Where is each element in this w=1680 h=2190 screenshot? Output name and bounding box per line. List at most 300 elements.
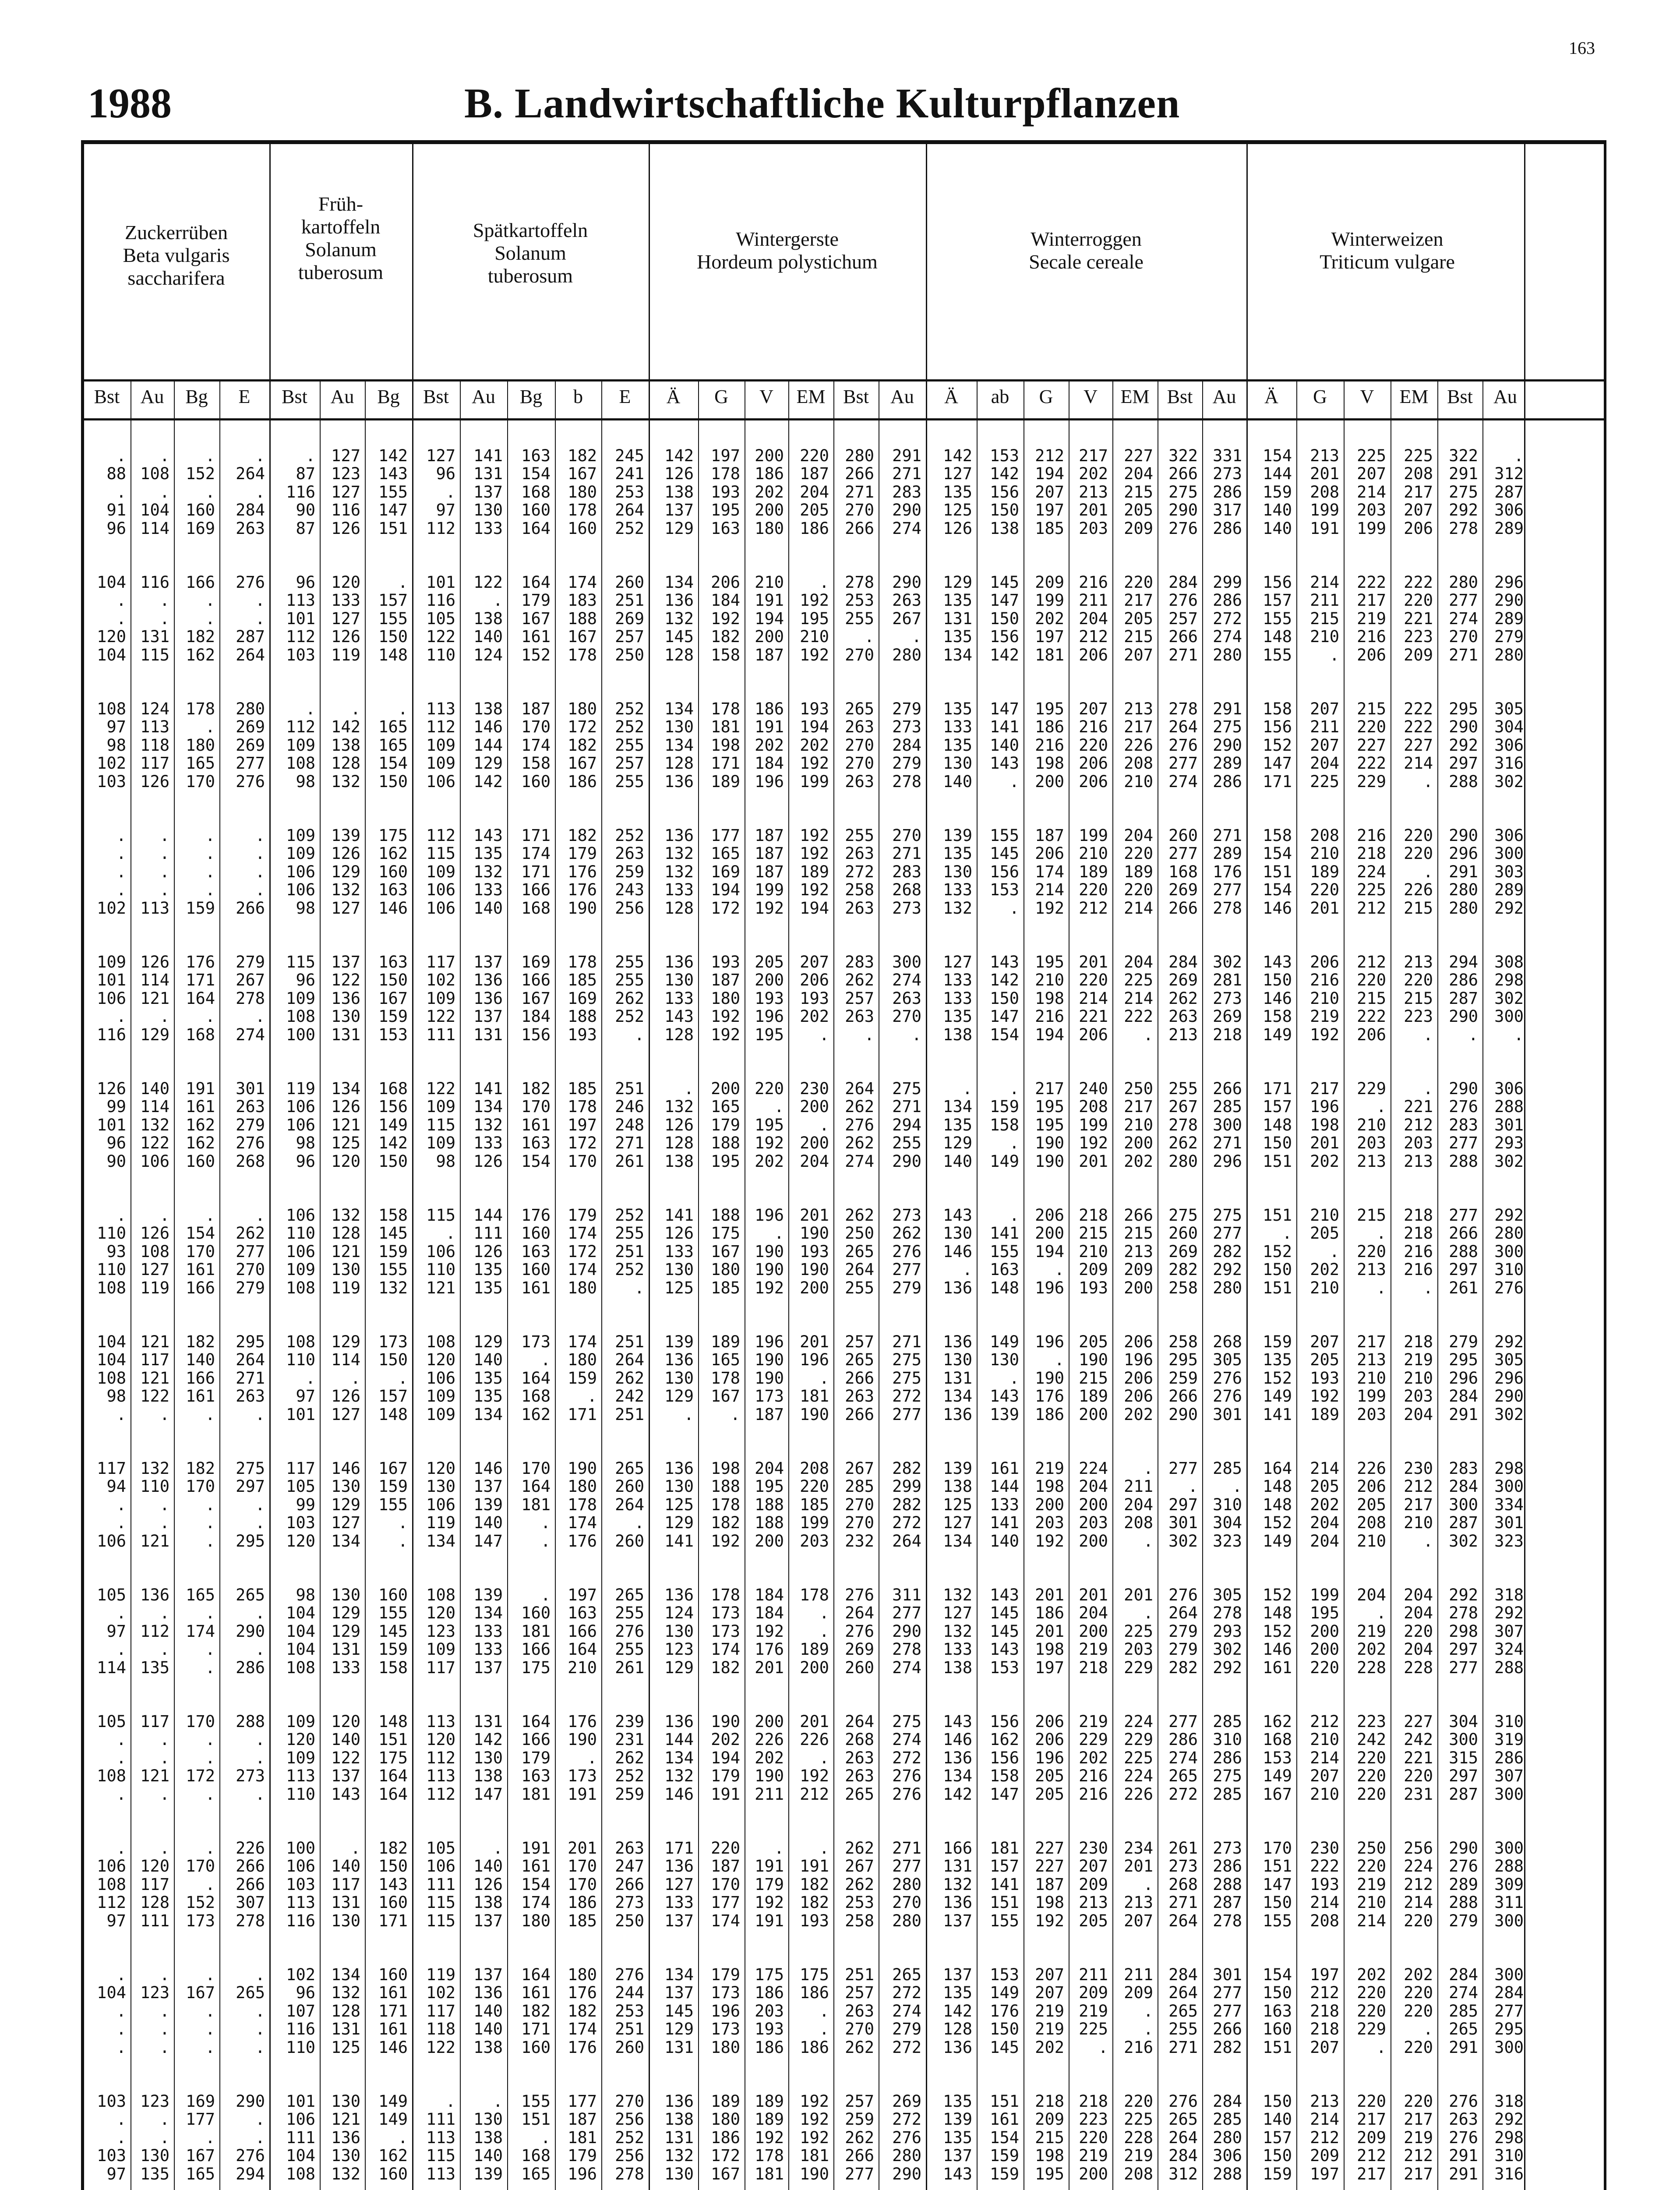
table-cell: 138 — [460, 610, 503, 628]
table-cell: 195 — [1024, 700, 1064, 718]
table-cell: 189 — [698, 2092, 740, 2110]
group-header-line: Solanum — [412, 242, 649, 265]
table-cell: . — [788, 1604, 829, 1622]
column-header: Bg — [174, 385, 219, 408]
table-cell: 167 — [555, 465, 597, 483]
table-cell: 135 — [926, 700, 972, 718]
table-cell: 195 — [1024, 953, 1064, 971]
table-cell: 206 — [788, 971, 829, 989]
table-cell: 174 — [698, 1640, 740, 1658]
table-cell: 186 — [745, 2038, 784, 2056]
table-cell: 182 — [507, 2002, 551, 2020]
table-cell: 192 — [1024, 1912, 1064, 1930]
table-cell: 220 — [1344, 1984, 1386, 2002]
table-cell: 158 — [977, 1116, 1019, 1134]
table-cell: 286 — [1202, 519, 1242, 537]
table-cell: 193 — [1069, 1279, 1108, 1297]
table-cell: . — [219, 2129, 265, 2147]
table-cell: . — [219, 1206, 265, 1224]
table-cell: 200 — [745, 971, 784, 989]
table-cell: 166 — [174, 1279, 215, 1297]
table-cell: 195 — [745, 1477, 784, 1495]
table-cell: 186 — [555, 1893, 597, 1911]
table-cell: 135 — [926, 628, 972, 646]
table-cell: 202 — [788, 1007, 829, 1025]
table-cell: 270 — [833, 1496, 874, 1514]
table-cell: 141 — [649, 1206, 694, 1224]
table-cell: 272 — [879, 1984, 921, 2002]
table-cell: 171 — [365, 2002, 408, 2020]
table-cell: 274 — [833, 1152, 874, 1170]
table-cell: 135 — [131, 1659, 169, 1677]
table-cell: 275 — [1437, 483, 1478, 501]
table-cell: 306 — [1482, 736, 1524, 754]
table-cell: 138 — [649, 483, 694, 501]
table-cell: 143 — [977, 1586, 1019, 1604]
table-cell: 200 — [1296, 1640, 1339, 1658]
table-cell: . — [1391, 2020, 1433, 2038]
table-cell: 265 — [833, 1785, 874, 1803]
table-cell: 193 — [1296, 1369, 1339, 1387]
table-cell: 140 — [131, 1080, 169, 1098]
table-cell: 156 — [365, 1098, 408, 1116]
table-cell: 155 — [1246, 646, 1292, 664]
table-cell: 108 — [83, 700, 126, 718]
table-cell: 131 — [320, 1893, 360, 1911]
table-cell: 200 — [745, 501, 784, 519]
table-cell: 210 — [1344, 1893, 1386, 1911]
table-cell: 214 — [1296, 573, 1339, 591]
table-cell: 203 — [1344, 1134, 1386, 1152]
table-cell: 150 — [365, 1857, 408, 1875]
table-cell: 222 — [1344, 1007, 1386, 1025]
table-cell: 286 — [1202, 1857, 1242, 1875]
table-cell: 216 — [1024, 1007, 1064, 1025]
table-cell: . — [1202, 1477, 1242, 1495]
table-cell: 202 — [1344, 1966, 1386, 1984]
table-cell: 106 — [269, 1098, 315, 1116]
table-cell: 166 — [174, 1369, 215, 1387]
table-cell: 216 — [1069, 718, 1108, 736]
table-cell: 276 — [601, 1622, 644, 1640]
table-cell: 130 — [320, 2147, 360, 2165]
table-cell: 167 — [174, 1984, 215, 2002]
table-cell: . — [1112, 1026, 1153, 1044]
table-cell: 130 — [649, 718, 694, 736]
table-cell: 186 — [788, 2038, 829, 2056]
table-cell: . — [219, 881, 265, 899]
table-cell: 203 — [1344, 1406, 1386, 1424]
table-cell: 162 — [174, 1134, 215, 1152]
table-cell: 286 — [1202, 773, 1242, 791]
table-cell: 270 — [879, 1893, 921, 1911]
table-cell: 122 — [412, 628, 455, 646]
table-cell: 271 — [833, 483, 874, 501]
table-cell: . — [269, 447, 315, 465]
table-cell: 265 — [1158, 1767, 1198, 1785]
table-cell: 271 — [1158, 2038, 1198, 2056]
table-cell: . — [131, 1731, 169, 1748]
table-cell: 105 — [83, 1713, 126, 1731]
table-cell: 184 — [507, 1007, 551, 1025]
table-cell: 211 — [1296, 718, 1339, 736]
table-cell: 210 — [1296, 628, 1339, 646]
table-cell: 300 — [1482, 1785, 1524, 1803]
table-cell: . — [174, 1731, 215, 1748]
table-cell: 279 — [1437, 1333, 1478, 1351]
table-cell: 287 — [1482, 483, 1524, 501]
table-cell: 96 — [83, 519, 126, 537]
table-cell: 143 — [460, 827, 503, 844]
table-cell: 110 — [412, 1261, 455, 1279]
table-cell: 250 — [1344, 1839, 1386, 1857]
table-cell: 294 — [879, 1116, 921, 1134]
table-cell: 220 — [1344, 2002, 1386, 2020]
table-cell: 217 — [1024, 1080, 1064, 1098]
table-cell: 155 — [1246, 1912, 1292, 1930]
table-cell: 206 — [1344, 1026, 1386, 1044]
table-cell: 215 — [1069, 1369, 1108, 1387]
table-cell: 205 — [745, 953, 784, 971]
table-cell: 322 — [1158, 447, 1198, 465]
table-cell: 115 — [131, 646, 169, 664]
table-cell: . — [174, 1785, 215, 1803]
table-cell: . — [83, 1206, 126, 1224]
table-cell: 142 — [365, 447, 408, 465]
table-cell: 119 — [320, 646, 360, 664]
table-cell: 98 — [269, 899, 315, 917]
table-cell: 110 — [83, 1261, 126, 1279]
table-cell: 181 — [507, 1496, 551, 1514]
table-cell: 143 — [926, 2165, 972, 2183]
table-cell: 227 — [1391, 1713, 1433, 1731]
table-cell: 265 — [833, 1351, 874, 1369]
table-cell: 164 — [507, 519, 551, 537]
table-cell: 115 — [412, 1912, 455, 1930]
table-cell: 145 — [649, 2002, 694, 2020]
table-cell: 265 — [833, 700, 874, 718]
table-cell: 176 — [555, 2038, 597, 2056]
table-cell: 202 — [788, 736, 829, 754]
table-cell: 287 — [1437, 1514, 1478, 1532]
table-cell: 216 — [1391, 1261, 1433, 1279]
table-cell: 126 — [131, 773, 169, 791]
table-cell: 205 — [1024, 1767, 1064, 1785]
table-cell: 165 — [365, 736, 408, 754]
table-cell: 289 — [1202, 844, 1242, 862]
table-cell: 137 — [460, 1966, 503, 1984]
table-cell: 334 — [1482, 1496, 1524, 1514]
table-cell: 262 — [833, 1839, 874, 1857]
table-cell: 194 — [698, 1749, 740, 1767]
table-cell: 180 — [698, 2110, 740, 2128]
table-cell: 106 — [412, 773, 455, 791]
table-cell: 308 — [1482, 953, 1524, 971]
table-cell: 179 — [745, 1876, 784, 1893]
table-cell: 276 — [1437, 2092, 1478, 2110]
table-cell: 121 — [131, 1333, 169, 1351]
table-cell: 97 — [83, 1622, 126, 1640]
table-cell: 310 — [1482, 2147, 1524, 2165]
table-cell: 106 — [83, 1857, 126, 1875]
table-cell: 173 — [698, 1984, 740, 2002]
table-cell: 120 — [412, 1604, 455, 1622]
table-cell: . — [219, 2110, 265, 2128]
table-cell: 214 — [1112, 989, 1153, 1007]
table-cell: 123 — [131, 1984, 169, 2002]
table-cell: 200 — [745, 1532, 784, 1550]
table-cell: 224 — [1112, 1713, 1153, 1731]
table-cell: 136 — [649, 1713, 694, 1731]
table-cell: 275 — [1202, 718, 1242, 736]
table-cell: 164 — [1246, 1459, 1292, 1477]
table-cell: 186 — [745, 465, 784, 483]
table-cell: 282 — [1158, 1659, 1198, 1677]
table-cell: 182 — [788, 1876, 829, 1893]
table-cell: 220 — [1344, 1749, 1386, 1767]
table-cell: 241 — [601, 465, 644, 483]
table-cell: 287 — [1437, 1785, 1478, 1803]
table-cell: . — [174, 863, 215, 881]
table-cell: 119 — [412, 1966, 455, 1984]
table-cell: . — [174, 591, 215, 609]
table-cell: . — [320, 700, 360, 718]
table-cell: 141 — [977, 718, 1019, 736]
table-cell: 214 — [1296, 2110, 1339, 2128]
table-cell: 104 — [83, 1984, 126, 2002]
table-cell: 271 — [879, 1839, 921, 1857]
table-cell: 110 — [131, 1477, 169, 1495]
table-cell: 198 — [1024, 1477, 1064, 1495]
table-cell: 263 — [833, 773, 874, 791]
table-cell: 178 — [788, 1586, 829, 1604]
table-cell: 102 — [269, 1966, 315, 1984]
table-cell: 141 — [460, 1080, 503, 1098]
table-cell: 262 — [601, 1749, 644, 1767]
table-cell: 132 — [926, 1876, 972, 1893]
table-cell: . — [1296, 1243, 1339, 1261]
table-cell: 297 — [1437, 1640, 1478, 1658]
table-cell: 126 — [926, 519, 972, 537]
table-cell: 172 — [698, 899, 740, 917]
table-cell: 302 — [1437, 1532, 1478, 1550]
table-cell: . — [174, 1640, 215, 1658]
table-cell: 181 — [977, 1839, 1019, 1857]
table-cell: 146 — [320, 1459, 360, 1477]
table-cell: 197 — [1296, 2165, 1339, 2183]
table-cell: 151 — [365, 1731, 408, 1748]
table-cell: 264 — [833, 1604, 874, 1622]
table-cell: 132 — [649, 844, 694, 862]
table-cell: 97 — [83, 2165, 126, 2183]
table-cell: 255 — [601, 953, 644, 971]
table-cell: 187 — [1024, 827, 1064, 844]
table-cell: 270 — [833, 1514, 874, 1532]
table-cell: 305 — [1202, 1351, 1242, 1369]
table-cell: 136 — [460, 989, 503, 1007]
table-cell: 164 — [507, 1713, 551, 1731]
table-cell: 215 — [1024, 2129, 1064, 2147]
table-cell: . — [788, 2002, 829, 2020]
table-cell: . — [83, 1496, 126, 1514]
table-cell: 192 — [1069, 1134, 1108, 1152]
table-cell: 207 — [788, 953, 829, 971]
table-cell: 166 — [507, 1640, 551, 1658]
table-cell: 201 — [745, 1659, 784, 1677]
table-cell: 194 — [788, 899, 829, 917]
table-cell: 256 — [601, 2147, 644, 2165]
table-cell: 251 — [601, 1080, 644, 1098]
table-cell: 205 — [1296, 1351, 1339, 1369]
table-cell: 277 — [1202, 881, 1242, 899]
table-cell: 163 — [507, 1767, 551, 1785]
table-cell: 188 — [745, 1514, 784, 1532]
column-header: Au — [1202, 385, 1246, 408]
table-cell: 129 — [649, 519, 694, 537]
table-cell: 146 — [1246, 899, 1292, 917]
table-cell: 263 — [833, 1007, 874, 1025]
table-cell: 242 — [1391, 1731, 1433, 1748]
table-cell: 108 — [83, 1876, 126, 1893]
table-cell: 265 — [1158, 2002, 1198, 2020]
table-cell: 137 — [649, 1912, 694, 1930]
table-cell: 163 — [1246, 2002, 1292, 2020]
table-cell: 266 — [601, 1876, 644, 1893]
table-cell: 292 — [1437, 736, 1478, 754]
table-cell: 219 — [1069, 2147, 1108, 2165]
table-cell: 210 — [1296, 1206, 1339, 1224]
table-cell: 200 — [1296, 1622, 1339, 1640]
table-cell: . — [174, 881, 215, 899]
table-cell: 162 — [174, 1116, 215, 1134]
table-cell: 298 — [1482, 971, 1524, 989]
table-cell: 226 — [1112, 1785, 1153, 1803]
table-cell: 272 — [833, 863, 874, 881]
table-cell: 168 — [507, 2147, 551, 2165]
table-cell: 113 — [412, 1767, 455, 1785]
table-cell: 198 — [1296, 1116, 1339, 1134]
table-cell: 252 — [601, 1261, 644, 1279]
table-cell: 127 — [412, 447, 455, 465]
table-cell: . — [320, 1839, 360, 1857]
table-cell: 276 — [833, 1116, 874, 1134]
table-cell: 276 — [1158, 1586, 1198, 1604]
table-cell: 279 — [879, 754, 921, 772]
table-cell: 210 — [1296, 1731, 1339, 1748]
table-cell: 204 — [1344, 1586, 1386, 1604]
table-cell: 151 — [1246, 1857, 1292, 1875]
table-cell: 292 — [1482, 2110, 1524, 2128]
table-cell: 162 — [365, 844, 408, 862]
table-cell: 215 — [1391, 989, 1433, 1007]
table-cell: 135 — [1246, 1351, 1292, 1369]
table-cell: 225 — [1112, 1749, 1153, 1767]
table-cell: 222 — [1112, 1007, 1153, 1025]
table-cell: 266 — [1202, 1080, 1242, 1098]
table-cell: 106 — [412, 1369, 455, 1387]
table-cell: 220 — [1344, 1243, 1386, 1261]
table-cell: 147 — [1246, 1876, 1292, 1893]
table-cell: 185 — [555, 1080, 597, 1098]
table-cell: 96 — [83, 1134, 126, 1152]
table-cell: 300 — [1482, 1912, 1524, 1930]
table-cell: 161 — [507, 628, 551, 646]
table-cell: 288 — [1202, 1876, 1242, 1893]
table-cell: 161 — [507, 1857, 551, 1875]
table-cell: 133 — [649, 1893, 694, 1911]
table-cell: 217 — [1344, 591, 1386, 609]
table-cell: 117 — [412, 1659, 455, 1677]
table-cell: 257 — [833, 989, 874, 1007]
table-cell: 270 — [833, 646, 874, 664]
table-cell: 204 — [1296, 754, 1339, 772]
table-cell: 269 — [1158, 971, 1198, 989]
table-cell: 117 — [412, 953, 455, 971]
table-cell: 136 — [131, 1586, 169, 1604]
table-cell: 194 — [1024, 1243, 1064, 1261]
table-cell: 191 — [745, 718, 784, 736]
table-cell: 203 — [1112, 1640, 1153, 1658]
table-cell: 125 — [649, 1279, 694, 1297]
table-cell: 277 — [1158, 754, 1198, 772]
table-cell: 142 — [460, 773, 503, 791]
table-cell: 196 — [1024, 1279, 1064, 1297]
table-cell: 200 — [1069, 1532, 1108, 1550]
table-cell: 154 — [365, 754, 408, 772]
table-cell: 276 — [1202, 1387, 1242, 1405]
table-cell: 132 — [460, 863, 503, 881]
table-cell: 157 — [977, 1857, 1019, 1875]
table-cell: 195 — [745, 1116, 784, 1134]
table-cell: 255 — [833, 610, 874, 628]
table-cell: 277 — [1482, 2002, 1524, 2020]
table-cell: 192 — [788, 2092, 829, 2110]
table-cell: 200 — [1112, 1279, 1153, 1297]
table-cell: 108 — [83, 1279, 126, 1297]
table-cell: 159 — [365, 1477, 408, 1495]
table-cell: 228 — [1112, 2129, 1153, 2147]
table-cell: 168 — [507, 899, 551, 917]
table-cell: 302 — [1482, 989, 1524, 1007]
table-cell: 200 — [1069, 1622, 1108, 1640]
table-cell: 295 — [219, 1532, 265, 1550]
table-cell: 108 — [269, 1659, 315, 1677]
table-cell: 286 — [1202, 591, 1242, 609]
table-cell: 286 — [1202, 1749, 1242, 1767]
table-cell: 195 — [1024, 1098, 1064, 1116]
table-cell: 127 — [926, 953, 972, 971]
table-cell: . — [365, 700, 408, 718]
table-cell: 109 — [412, 736, 455, 754]
table-cell: 309 — [1482, 1876, 1524, 1893]
table-cell: 152 — [174, 1893, 215, 1911]
table-cell: 154 — [1246, 881, 1292, 899]
table-cell: 250 — [601, 646, 644, 664]
table-cell: 212 — [1391, 2147, 1433, 2165]
table-cell: . — [131, 591, 169, 609]
table-cell: 127 — [320, 610, 360, 628]
table-cell: 132 — [649, 1767, 694, 1785]
table-cell: 270 — [833, 754, 874, 772]
table-cell: 212 — [1069, 628, 1108, 646]
table-cell: 149 — [977, 1152, 1019, 1170]
table-cell: 192 — [788, 827, 829, 844]
table-cell: . — [131, 827, 169, 844]
table-cell: 266 — [1158, 628, 1198, 646]
table-cell: 155 — [365, 1604, 408, 1622]
table-cell: 267 — [219, 971, 265, 989]
table-cell: 305 — [1482, 700, 1524, 718]
